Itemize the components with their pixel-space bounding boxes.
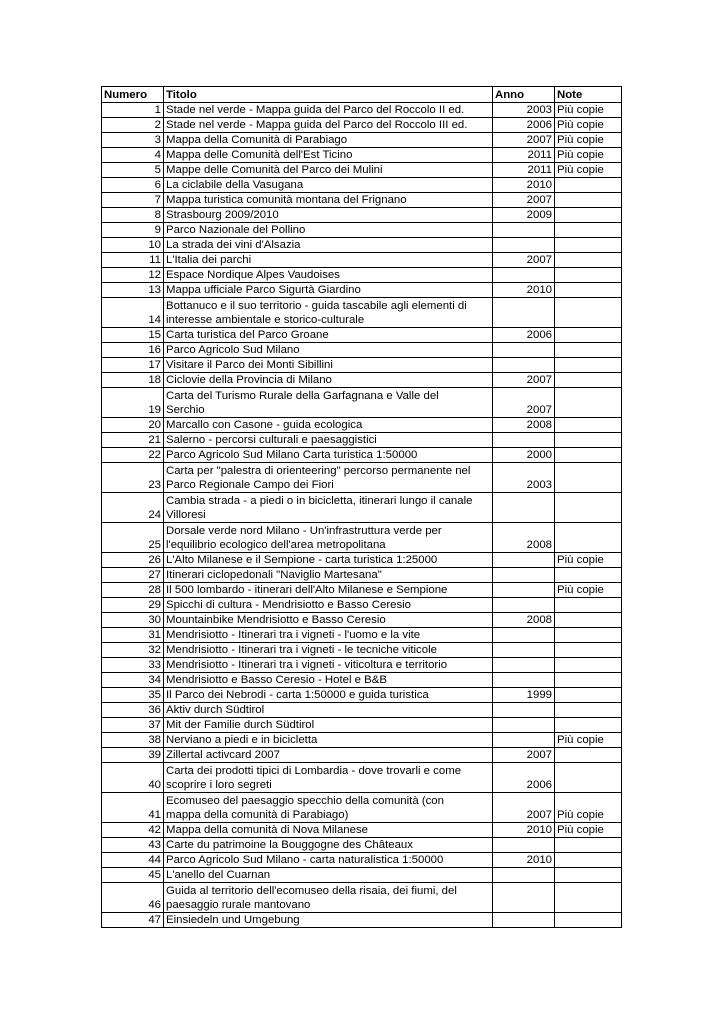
table-row (102, 208, 622, 223)
row-title (164, 673, 493, 688)
row-title (164, 493, 493, 523)
row-number: 21 (102, 433, 164, 448)
row-title (164, 328, 493, 343)
row-note (555, 628, 622, 643)
row-title-line: L'anello del Cuarnan (166, 869, 271, 881)
row-number: 1 (102, 103, 164, 118)
row-number: 37 (102, 718, 164, 733)
table-row (102, 298, 622, 328)
row-title (164, 793, 493, 823)
row-number: 20 (102, 418, 164, 433)
row-note (555, 883, 622, 913)
row-title-line: Carte du patrimoine la Bouggogne des Châteaux (166, 839, 413, 851)
row-note (555, 643, 622, 658)
row-title-line: Dorsale verde nord Milano - Un'infrastruttura verde per (166, 525, 442, 537)
row-note: Più copie (555, 103, 622, 118)
table-row (102, 748, 622, 763)
row-number: 4 (102, 148, 164, 163)
row-title-line: Mendrisiotto e Basso Ceresio - Hotel e B&B (166, 674, 387, 686)
row-title (164, 463, 493, 493)
row-year: 2009 (493, 208, 555, 223)
row-note (555, 598, 622, 613)
row-note (555, 268, 622, 283)
row-title (164, 658, 493, 673)
row-title (164, 838, 493, 853)
row-title-line: La ciclabile della Vasugana (166, 179, 304, 191)
row-number: 34 (102, 673, 164, 688)
header-numero: Numero (102, 87, 164, 103)
row-title (164, 283, 493, 298)
row-title (164, 823, 493, 838)
row-title (164, 448, 493, 463)
row-note (555, 223, 622, 238)
row-title-line: Mountainbike Mendrisiotto e Basso Ceresio (166, 614, 386, 626)
table-row (102, 328, 622, 343)
row-note (555, 193, 622, 208)
row-year (493, 343, 555, 358)
row-title-line: Il 500 lombardo - itinerari dell'Alto Milanese e Sempione (166, 584, 448, 596)
row-year: 1999 (493, 688, 555, 703)
row-title-line: Mendrisiotto - Itinerari tra i vigneti - viticoltura e territorio (166, 659, 448, 671)
table-row (102, 883, 622, 913)
row-note (555, 838, 622, 853)
row-year: 2006 (493, 328, 555, 343)
row-year: 2007 (493, 193, 555, 208)
row-note (555, 448, 622, 463)
table-row (102, 463, 622, 493)
row-note (555, 703, 622, 718)
row-title (164, 388, 493, 418)
table-row (102, 838, 622, 853)
row-title (164, 253, 493, 268)
row-number: 40 (102, 763, 164, 793)
row-year: 2006 (493, 763, 555, 793)
row-title-line: Mendrisiotto - Itinerari tra i vigneti - le tecniche viticole (166, 644, 437, 656)
row-note (555, 283, 622, 298)
row-title-line: l'equilibrio ecologico dell'area metropolitana (166, 539, 386, 551)
row-year (493, 658, 555, 673)
row-title (164, 133, 493, 148)
row-year: 2006 (493, 118, 555, 133)
table-row (102, 118, 622, 133)
row-title-line: Mappa turistica comunità montana del Frignano (166, 194, 407, 206)
row-title (164, 628, 493, 643)
row-year (493, 583, 555, 598)
row-title-line: Salerno - percorsi culturali e paesaggistici (166, 434, 377, 446)
row-title-line: Parco Regionale Campo dei Fiori (166, 479, 334, 491)
row-title-line: La strada dei vini d'Alsazia (166, 239, 301, 251)
row-number: 27 (102, 568, 164, 583)
table-row (102, 853, 622, 868)
row-title-line: Carta dei prodotti tipici di Lombardia - dove trovarli e come (166, 765, 462, 777)
row-title (164, 913, 493, 928)
row-title (164, 748, 493, 763)
row-year: 2007 (493, 133, 555, 148)
row-number: 14 (102, 298, 164, 328)
row-title-line: Mappa delle Comunità dell'Est Ticino (166, 149, 353, 161)
row-title (164, 868, 493, 883)
row-note (555, 298, 622, 328)
row-title (164, 343, 493, 358)
row-number: 5 (102, 163, 164, 178)
row-number: 17 (102, 358, 164, 373)
row-note (555, 418, 622, 433)
row-title (164, 373, 493, 388)
row-title-line: Visitare il Parco dei Monti Sibillini (166, 359, 333, 371)
row-year: 2003 (493, 103, 555, 118)
row-number: 32 (102, 643, 164, 658)
row-title-line: Mendrisiotto - Itinerari tra i vigneti - l'uomo e la vite (166, 629, 421, 641)
row-year: 2003 (493, 463, 555, 493)
row-title-line: Parco Agricolo Sud Milano Carta turistica 1:50000 (166, 449, 418, 461)
row-year (493, 568, 555, 583)
table-row (102, 703, 622, 718)
row-note: Più copie (555, 823, 622, 838)
row-number: 9 (102, 223, 164, 238)
row-number: 28 (102, 583, 164, 598)
table-row (102, 133, 622, 148)
row-note: Più copie (555, 733, 622, 748)
table-row (102, 523, 622, 553)
row-year (493, 553, 555, 568)
row-number: 7 (102, 193, 164, 208)
row-note (555, 523, 622, 553)
row-title (164, 418, 493, 433)
table-row (102, 388, 622, 418)
row-number: 6 (102, 178, 164, 193)
row-title-line: Parco Nazionale del Pollino (166, 224, 306, 236)
row-number: 44 (102, 853, 164, 868)
table-row (102, 793, 622, 823)
row-title (164, 523, 493, 553)
row-number: 41 (102, 793, 164, 823)
row-title-line: Stade nel verde - Mappa guida del Parco del Roccolo II ed. (166, 104, 465, 116)
table-row (102, 913, 622, 928)
row-number: 47 (102, 913, 164, 928)
table-row (102, 583, 622, 598)
row-number: 33 (102, 658, 164, 673)
row-number: 2 (102, 118, 164, 133)
row-title-line: Bottanuco e il suo territorio - guida tascabile agli elementi di (166, 300, 467, 312)
row-note: Più copie (555, 583, 622, 598)
row-number: 13 (102, 283, 164, 298)
row-title-line: Mappa della Comunità di Parabiago (166, 134, 348, 146)
row-year: 2010 (493, 178, 555, 193)
row-note (555, 493, 622, 523)
row-note (555, 913, 622, 928)
row-year (493, 628, 555, 643)
row-note: Più copie (555, 793, 622, 823)
table-row (102, 673, 622, 688)
row-note: Più copie (555, 163, 622, 178)
row-title (164, 553, 493, 568)
row-number: 15 (102, 328, 164, 343)
row-note (555, 208, 622, 223)
row-number: 8 (102, 208, 164, 223)
row-number: 31 (102, 628, 164, 643)
row-title-line: Spicchi di cultura - Mendrisiotto e Basso Ceresio (166, 599, 412, 611)
header-anno: Anno (493, 87, 555, 103)
row-year: 2007 (493, 388, 555, 418)
row-title-line: Itinerari ciclopedonali "Naviglio Martesana" (166, 569, 382, 581)
row-note (555, 658, 622, 673)
row-number: 38 (102, 733, 164, 748)
row-title-line: Mappa ufficiale Parco Sigurtà Giardino (166, 284, 361, 296)
row-title-line: mappa della comunità di Parabiago) (166, 809, 349, 821)
row-title-line: Mappe delle Comunità del Parco dei Mulini (166, 164, 383, 176)
table-row (102, 223, 622, 238)
table-row (102, 178, 622, 193)
row-title-line: Carta per "palestra di orienteering" percorso permanente nel (166, 465, 471, 477)
row-year (493, 718, 555, 733)
row-year: 2007 (493, 253, 555, 268)
row-year: 2011 (493, 148, 555, 163)
row-year (493, 493, 555, 523)
row-year (493, 268, 555, 283)
row-title (164, 118, 493, 133)
row-note (555, 868, 622, 883)
table-row (102, 148, 622, 163)
row-number: 30 (102, 613, 164, 628)
row-title-line: Ecomuseo del paesaggio specchio della comunità (con (166, 795, 444, 807)
table-row (102, 568, 622, 583)
table-body (102, 103, 622, 928)
row-title (164, 733, 493, 748)
row-year: 2010 (493, 283, 555, 298)
row-year (493, 598, 555, 613)
row-year (493, 868, 555, 883)
row-title-line: Parco Agricolo Sud Milano - carta naturalistica 1:50000 (166, 854, 444, 866)
row-title (164, 268, 493, 283)
table-row (102, 718, 622, 733)
table-row (102, 733, 622, 748)
row-number: 45 (102, 868, 164, 883)
row-note (555, 853, 622, 868)
row-title (164, 883, 493, 913)
row-number: 22 (102, 448, 164, 463)
row-note (555, 343, 622, 358)
table-row (102, 343, 622, 358)
row-year (493, 838, 555, 853)
row-note (555, 388, 622, 418)
row-year (493, 433, 555, 448)
table-row (102, 598, 622, 613)
row-title-line: Zillertal activcard 2007 (166, 749, 280, 761)
row-title-line: Villoresi (166, 509, 206, 521)
row-title-line: Marcallo con Casone - guida ecologica (166, 419, 363, 431)
row-title-line: Parco Agricolo Sud Milano (166, 344, 300, 356)
row-title (164, 358, 493, 373)
row-year (493, 673, 555, 688)
row-year: 2011 (493, 163, 555, 178)
row-title (164, 178, 493, 193)
table-row (102, 628, 622, 643)
row-year: 2008 (493, 523, 555, 553)
table-row (102, 268, 622, 283)
row-number: 24 (102, 493, 164, 523)
row-note (555, 238, 622, 253)
row-title-line: Ciclovie della Provincia di Milano (166, 374, 332, 386)
row-title (164, 763, 493, 793)
table-row (102, 433, 622, 448)
row-year (493, 223, 555, 238)
row-title (164, 703, 493, 718)
row-note (555, 373, 622, 388)
row-number: 26 (102, 553, 164, 568)
row-note (555, 328, 622, 343)
row-number: 29 (102, 598, 164, 613)
row-number: 25 (102, 523, 164, 553)
header-note: Note (555, 87, 622, 103)
row-number: 12 (102, 268, 164, 283)
row-year: 2007 (493, 793, 555, 823)
table-row (102, 253, 622, 268)
row-title (164, 613, 493, 628)
row-note: Più copie (555, 133, 622, 148)
row-number: 11 (102, 253, 164, 268)
row-title-line: scoprire i loro segreti (166, 779, 272, 791)
row-note (555, 673, 622, 688)
row-number: 10 (102, 238, 164, 253)
row-note: Più copie (555, 553, 622, 568)
row-year (493, 913, 555, 928)
row-note (555, 763, 622, 793)
row-title-line: Il Parco dei Nebrodi - carta 1:50000 e guida turistica (166, 689, 429, 701)
table-row (102, 283, 622, 298)
row-title-line: Nerviano a piedi e in bicicletta (166, 734, 318, 746)
row-title (164, 193, 493, 208)
row-title (164, 568, 493, 583)
row-year (493, 643, 555, 658)
row-title-line: Cambia strada - a piedi o in bicicletta, itinerari lungo il canale (166, 495, 473, 507)
row-note (555, 433, 622, 448)
row-year (493, 358, 555, 373)
row-year: 2008 (493, 613, 555, 628)
table-row (102, 193, 622, 208)
row-title (164, 238, 493, 253)
row-title (164, 208, 493, 223)
table-row (102, 373, 622, 388)
row-note (555, 463, 622, 493)
row-note: Più copie (555, 118, 622, 133)
row-title-line: Strasbourg 2009/2010 (166, 209, 279, 221)
table-row (102, 163, 622, 178)
row-title (164, 433, 493, 448)
row-title-line: Einsiedeln und Umgebung (166, 914, 300, 926)
row-title-line: Serchio (166, 404, 205, 416)
row-number: 42 (102, 823, 164, 838)
table-row (102, 763, 622, 793)
row-title (164, 718, 493, 733)
row-number: 35 (102, 688, 164, 703)
row-title (164, 148, 493, 163)
row-title-line: Carta turistica del Parco Groane (166, 329, 329, 341)
row-number: 39 (102, 748, 164, 763)
row-title (164, 163, 493, 178)
row-note: Più copie (555, 148, 622, 163)
row-year (493, 733, 555, 748)
row-number: 46 (102, 883, 164, 913)
row-note (555, 748, 622, 763)
table-row (102, 103, 622, 118)
row-title-line: Guida al territorio dell'ecomuseo della risaia, dei fiumi, del (166, 885, 457, 897)
table-row (102, 553, 622, 568)
row-year: 2010 (493, 823, 555, 838)
table-row (102, 688, 622, 703)
table-row (102, 643, 622, 658)
row-title-line: interesse ambientale e storico-culturale (166, 314, 365, 326)
row-title-line: Carta del Turismo Rurale della Garfagnana e Valle del (166, 390, 439, 402)
row-title-line: Mappa della comunità di Nova Milanese (166, 824, 368, 836)
row-title-line: Espace Nordique Alpes Vaudoises (166, 269, 340, 281)
header-row (102, 87, 622, 103)
row-title-line: Mit der Familie durch Südtirol (166, 719, 315, 731)
row-note (555, 688, 622, 703)
row-title-line: L'Italia dei parchi (166, 254, 252, 266)
table-row (102, 418, 622, 433)
table-row (102, 613, 622, 628)
row-year (493, 238, 555, 253)
row-title (164, 103, 493, 118)
row-number: 16 (102, 343, 164, 358)
catalog-table (101, 86, 622, 928)
table-row (102, 658, 622, 673)
row-title (164, 688, 493, 703)
row-number: 3 (102, 133, 164, 148)
row-title (164, 583, 493, 598)
row-number: 23 (102, 463, 164, 493)
row-note (555, 613, 622, 628)
table-row (102, 868, 622, 883)
row-number: 19 (102, 388, 164, 418)
header-titolo: Titolo (164, 87, 493, 103)
row-year (493, 883, 555, 913)
row-title (164, 853, 493, 868)
row-title-line: L'Alto Milanese e il Sempione - carta turistica 1:25000 (166, 554, 438, 566)
table-row (102, 448, 622, 463)
row-number: 36 (102, 703, 164, 718)
row-note (555, 358, 622, 373)
row-year: 2000 (493, 448, 555, 463)
table-row (102, 238, 622, 253)
row-year (493, 703, 555, 718)
row-title-line: Stade nel verde - Mappa guida del Parco del Roccolo III ed. (166, 119, 468, 131)
row-title (164, 598, 493, 613)
table-row (102, 358, 622, 373)
row-title (164, 643, 493, 658)
row-year: 2007 (493, 373, 555, 388)
row-note (555, 253, 622, 268)
table-row (102, 493, 622, 523)
row-note (555, 718, 622, 733)
row-title (164, 223, 493, 238)
row-year: 2007 (493, 748, 555, 763)
row-title-line: paesaggio rurale mantovano (166, 899, 311, 911)
row-number: 18 (102, 373, 164, 388)
row-note (555, 178, 622, 193)
row-number: 43 (102, 838, 164, 853)
row-year: 2008 (493, 418, 555, 433)
table-row (102, 823, 622, 838)
row-note (555, 568, 622, 583)
row-title (164, 298, 493, 328)
row-year (493, 298, 555, 328)
row-title-line: Aktiv durch Südtirol (166, 704, 265, 716)
row-year: 2010 (493, 853, 555, 868)
